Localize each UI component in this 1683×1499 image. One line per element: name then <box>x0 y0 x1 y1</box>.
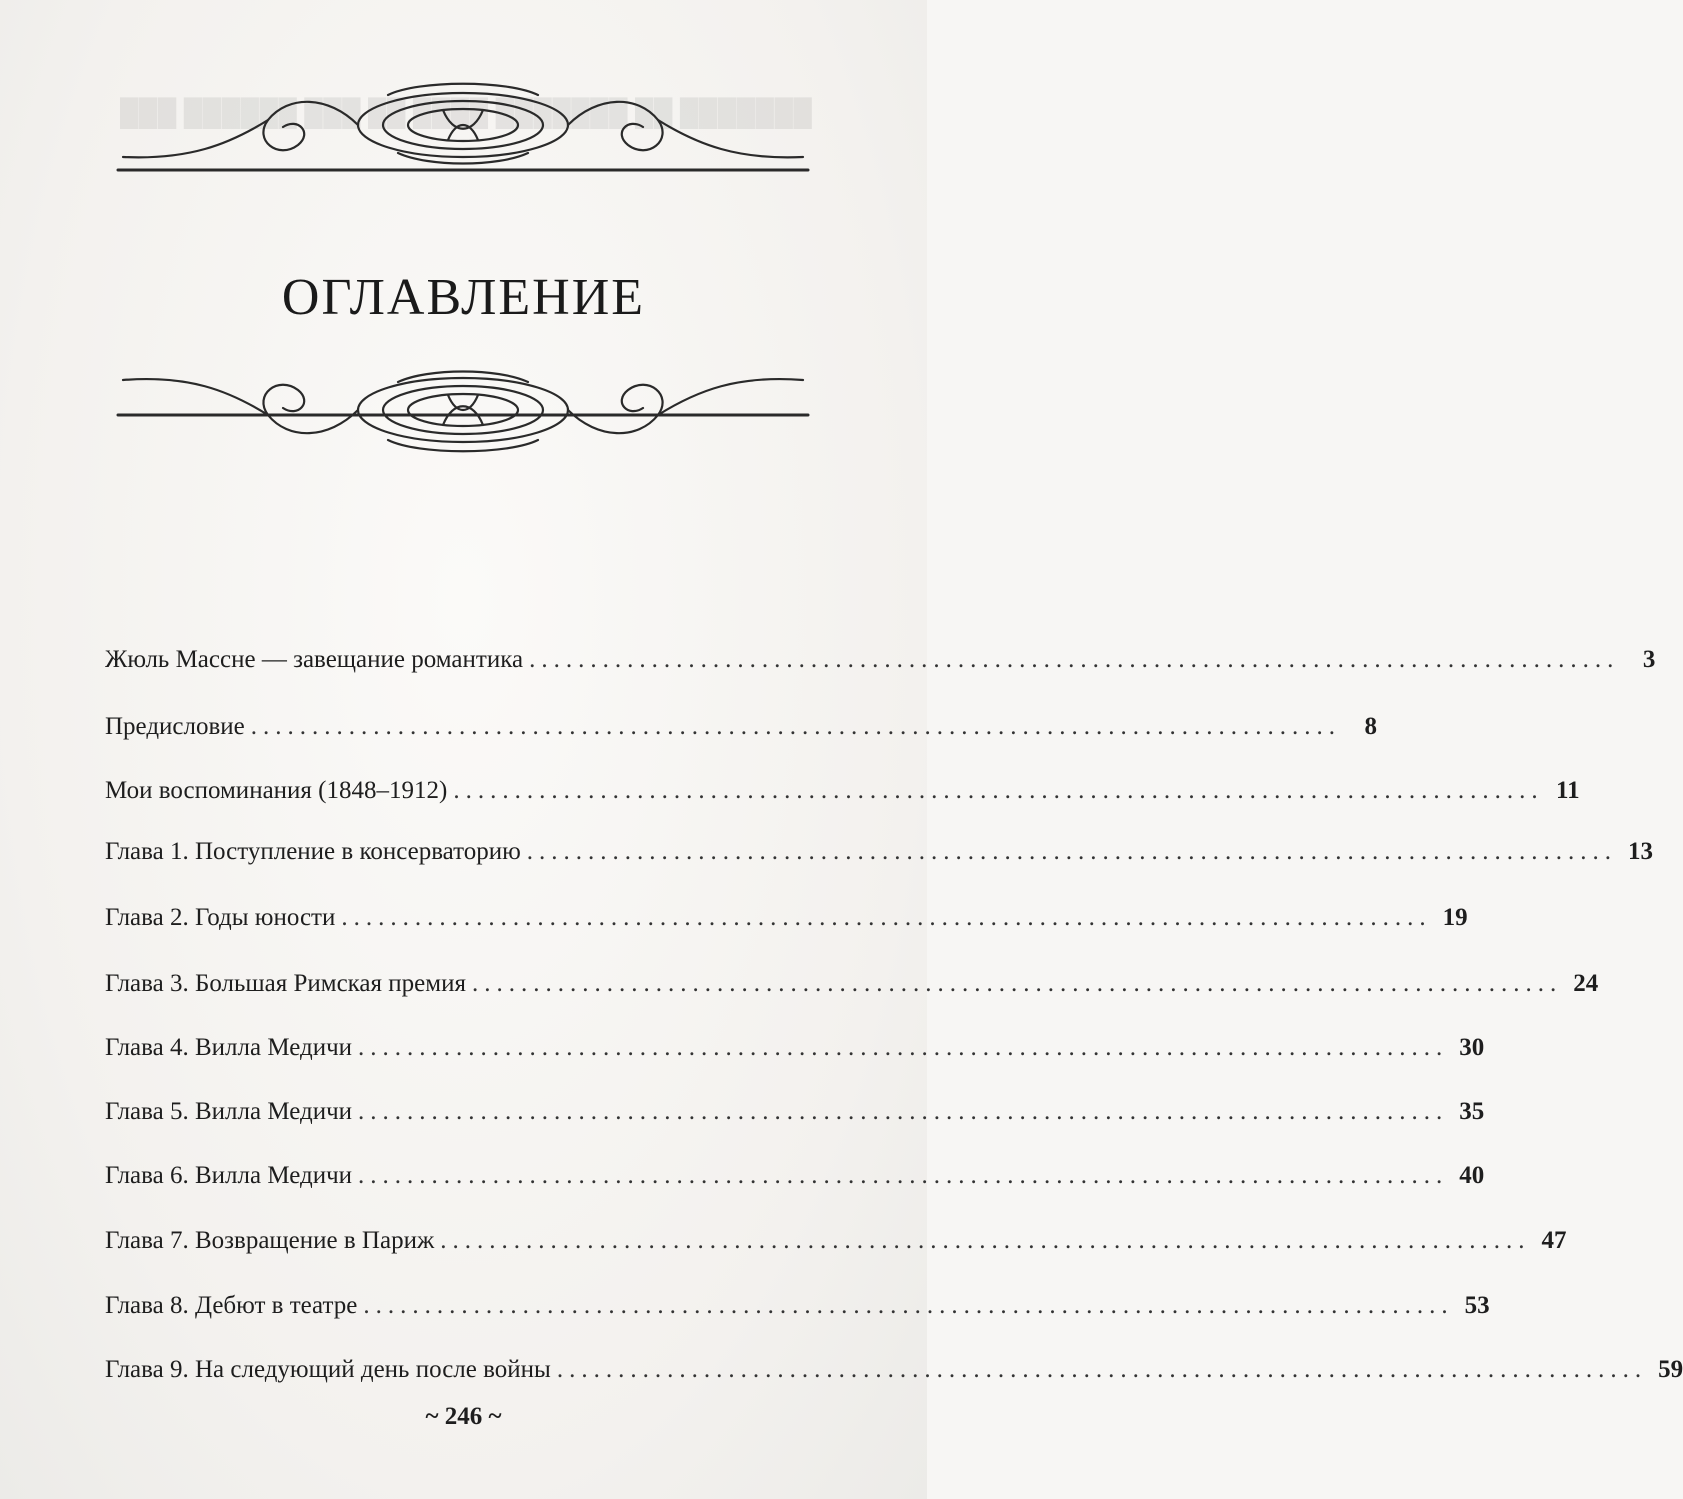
toc-entry-page: 19 <box>1442 904 1468 931</box>
toc-entry-title: Глава 3. Большая Римская премия <box>105 970 466 997</box>
toc-entry-title: Мои воспоминания (1848–1912) <box>105 777 448 804</box>
toc-leader-dots: ......................................................................................... <box>453 777 1544 804</box>
toc-entry[interactable] <box>105 707 1378 747</box>
toc-entry-page: 13 <box>1628 838 1654 865</box>
toc-entry[interactable] <box>105 964 1599 1004</box>
toc-entry-title: Глава 5. Вилла Медичи <box>105 1098 353 1125</box>
toc-entry-page: 40 <box>1459 1162 1485 1189</box>
toc-entry-page: 24 <box>1573 970 1599 997</box>
toc-entry-page: 8 <box>1364 713 1378 740</box>
toc-leader-dots: ......................................................................................... <box>526 838 1618 865</box>
toc-entry[interactable] <box>105 771 1580 811</box>
toc-entry-page: 53 <box>1464 1292 1490 1319</box>
toc-leader-dots: ......................................................................................... <box>529 646 1620 673</box>
flourish-ornament-icon <box>118 75 808 185</box>
page-title: ОГЛАВЛЕНИЕ <box>281 269 646 326</box>
toc-entry-title: Жюль Массне — завещание романтика <box>105 646 524 673</box>
toc-leader-dots: ......................................................................................... <box>358 1098 1449 1125</box>
toc-leader-dots: ......................................................................................... <box>358 1162 1449 1189</box>
toc-entry[interactable] <box>105 1092 1485 1132</box>
toc-leader-dots: ......................................................................................... <box>341 904 1432 931</box>
toc-entry-page: 3 <box>1642 646 1656 673</box>
toc-entry-page: 59 <box>1658 1356 1683 1383</box>
toc-entry-title: Предисловие <box>105 713 245 740</box>
toc-entry-title: Глава 8. Дебют в театре <box>105 1292 358 1319</box>
toc-entry-page: 30 <box>1459 1034 1485 1061</box>
toc-entry-title: Глава 2. Годы юности <box>105 904 336 931</box>
toc-entry-title: Глава 4. Вилла Медичи <box>105 1034 353 1061</box>
toc-entry[interactable] <box>105 1028 1485 1068</box>
toc-leader-dots: ......................................................................................... <box>440 1227 1531 1254</box>
toc-entry[interactable] <box>105 898 1468 938</box>
toc-leader-dots: ......................................................................................... <box>471 970 1563 997</box>
toc-entry-title: Глава 7. Возвращение в Париж <box>105 1227 435 1254</box>
page-number: ~ 246 ~ <box>425 1403 502 1430</box>
bleed-through-texture: ███ ██████ ███ ██ ████ ███████ ██ ███████ <box>120 98 813 127</box>
toc-leader-dots: ......................................................................................... <box>358 1034 1449 1061</box>
toc-entry[interactable] <box>105 832 1654 872</box>
toc-entry-page: 35 <box>1459 1098 1485 1125</box>
toc-entry[interactable] <box>105 1221 1567 1261</box>
toc-entry[interactable] <box>105 1350 1683 1390</box>
toc-leader-dots: ......................................................................................... <box>250 713 1342 740</box>
flourish-ornament-icon <box>118 355 808 465</box>
toc-entry-page: 11 <box>1555 777 1580 804</box>
toc-entry[interactable] <box>105 640 1656 680</box>
toc-entry-title: Глава 6. Вилла Медичи <box>105 1162 353 1189</box>
toc-entry-page: 47 <box>1541 1227 1567 1254</box>
toc-entry[interactable] <box>105 1286 1490 1326</box>
toc-entry-title: Глава 9. На следующий день после войны <box>105 1356 551 1383</box>
toc-entry[interactable] <box>105 1156 1485 1196</box>
toc-leader-dots: ......................................................................................... <box>363 1292 1454 1319</box>
toc-entry-title: Глава 1. Поступление в консерваторию <box>105 838 521 865</box>
toc-leader-dots: ......................................................................................... <box>556 1356 1648 1383</box>
